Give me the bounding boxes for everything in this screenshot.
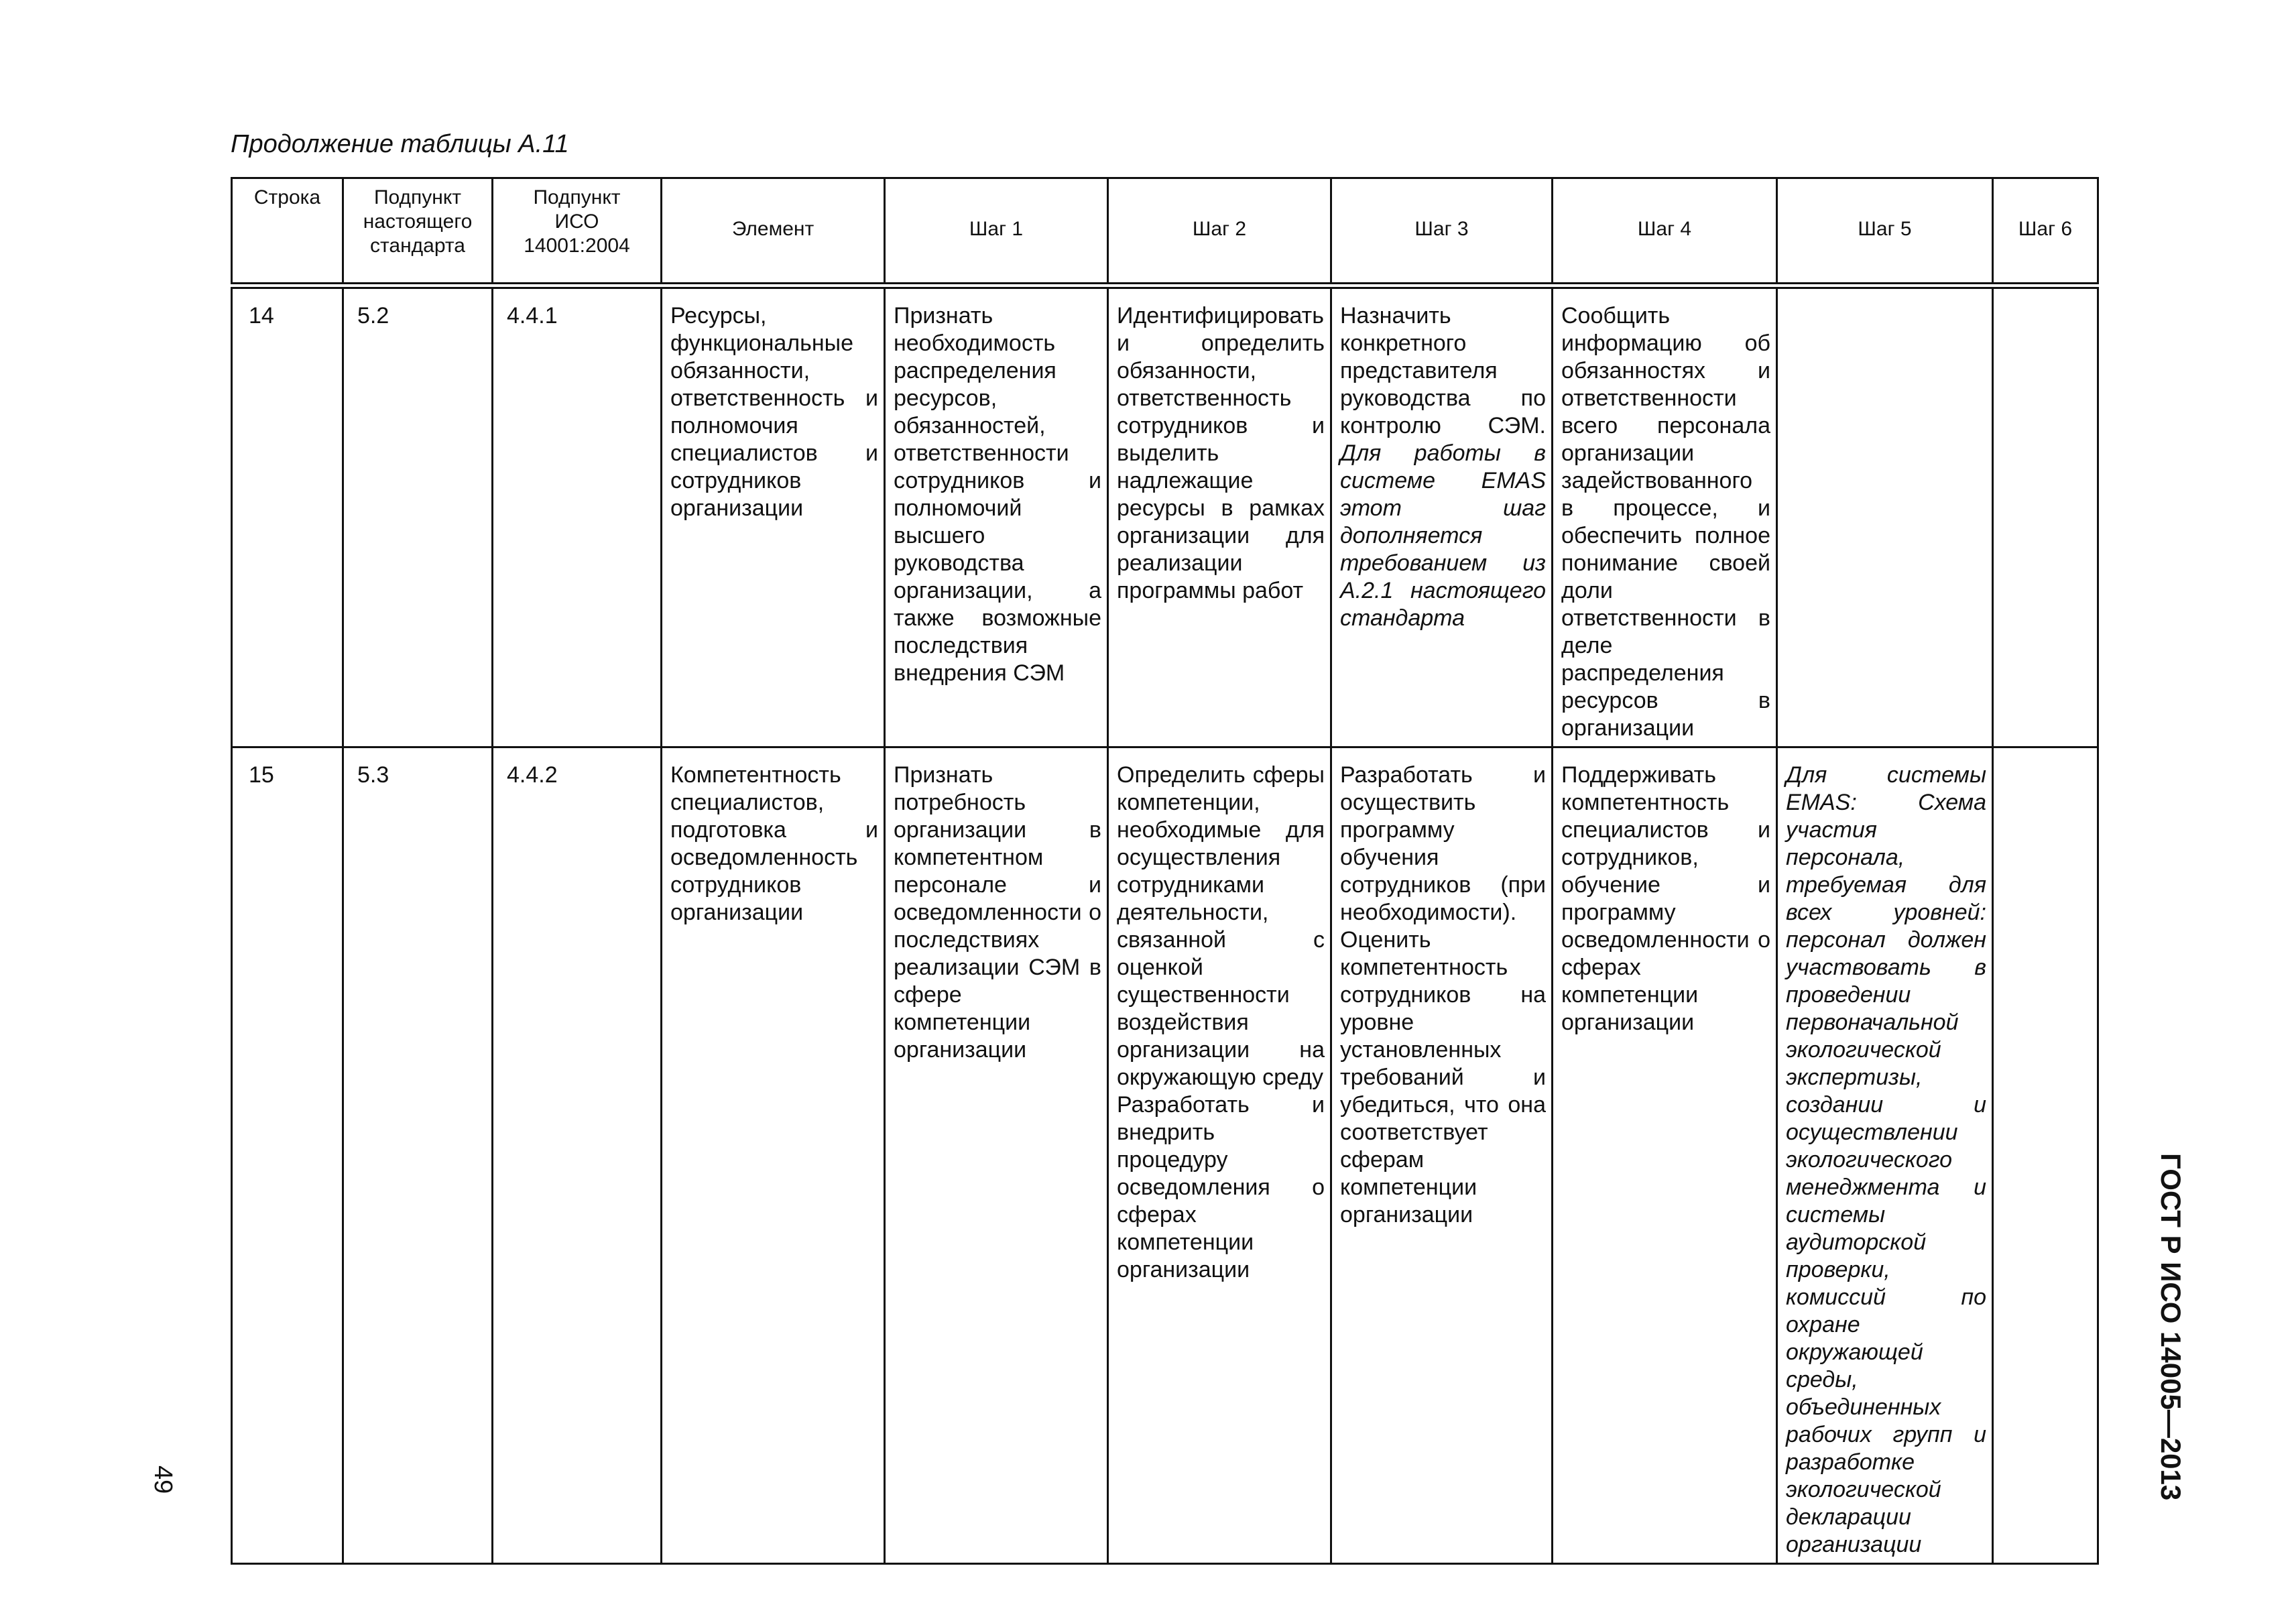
cell-iso-clause: 4.4.1 — [493, 286, 662, 747]
table-row — [232, 286, 2098, 747]
header-step3: Шаг 3 — [1331, 178, 1553, 286]
step2-text: Определить сферы компетенции, необходимые для осуществления сотрудниками деятельности, связанной с оценкой существенности воздействия организации на окружающую среду — [1117, 762, 1325, 1090]
table-caption: Продолжение таблицы А.11 — [231, 130, 569, 158]
header-step5: Шаг 5 — [1777, 178, 1993, 286]
header-iso-line2: ИСО — [554, 211, 599, 233]
header-clause-line2: настоящего — [363, 211, 473, 233]
cell-step4: Поддерживать компетентность специалистов и сотрудников, обучение и программу осведомленности о сферах компетенции организации — [1553, 747, 1777, 1564]
table-row — [232, 747, 2098, 1564]
cell-step6 — [1993, 286, 2098, 747]
header-step1: Шаг 1 — [885, 178, 1108, 286]
header-row — [232, 178, 2098, 286]
standard-title: ГОСТ Р ИСО 14005—2013 — [2155, 1153, 2187, 1501]
page-number: 49 — [149, 1465, 177, 1494]
header-iso-line1: Подпункт — [533, 186, 621, 208]
cell-step3: Разработать и осуществить программу обучения сотрудников (при необходимости). Оценить компетентность сотрудников на уровне установленных требований и убедиться, что она соответствует сферам компетенции организации — [1331, 747, 1553, 1564]
step2-procedure: Разработать и внедрить процедуру осведомления о сферах компетенции организации — [1117, 1092, 1325, 1282]
cell-iso-clause: 4.4.2 — [493, 747, 662, 1564]
header-step2: Шаг 2 — [1108, 178, 1331, 286]
cell-step3 — [1331, 286, 1553, 747]
cell-element: Ресурсы, функциональные обязанности, ответственность и полномочия специалистов и сотрудников организации — [662, 286, 885, 747]
step3-emas-note: Для работы в системе EMAS этот шаг дополняется требованием из А.2.1 настоящего стандарта — [1340, 440, 1546, 631]
cell-step5 — [1777, 286, 1993, 747]
cell-step6 — [1993, 747, 2098, 1564]
cell-step4: Сообщить информацию об обязанностях и ответственности всего персонала организации задействованного в процессе, и обеспечить полное понимание своей доли ответственности в деле распределения ресурсов в организации — [1553, 286, 1777, 747]
cell-row-number: 15 — [232, 747, 343, 1564]
header-clause-line1: Подпункт — [373, 186, 462, 208]
header-step6: Шаг 6 — [1993, 178, 2098, 286]
cell-row-number: 14 — [232, 286, 343, 747]
cell-step1: Признать необходимость распределения ресурсов, обязанностей, ответственности сотрудников и полномочий высшего руководства организации, а также возможные последствия внедрения СЭМ — [885, 286, 1108, 747]
header-iso-line3: 14001:2004 — [524, 235, 630, 257]
cell-step1: Признать потребность организации в компетентном персонале и осведомленности о последствиях реализации СЭМ в сфере компетенции организации — [885, 747, 1108, 1564]
cell-element: Компетентность специалистов, подготовка и осведомленность сотрудников организации — [662, 747, 885, 1564]
cell-clause: 5.2 — [343, 286, 493, 747]
header-clause-line3: стандарта — [370, 235, 465, 257]
header-row-number: Строка — [232, 178, 343, 286]
header-iso-clause — [493, 178, 662, 286]
header-step4: Шаг 4 — [1553, 178, 1777, 286]
header-element: Элемент — [662, 178, 885, 286]
step3-text: Назначить конкретного представителя руководства по контролю СЭМ. — [1340, 303, 1546, 438]
requirements-table — [231, 177, 2099, 1565]
cell-step5: Для системы EMAS: Схема участия персонала, требуемая для всех уровней: персонал должен участвовать в проведении первоначальной экологической экспертизы, создании и осуществлении экологического менеджмента и системы аудиторской проверки, комиссий по охране окружающей среды, объединенных рабочих групп и разработке экологической декларации организации — [1777, 747, 1993, 1564]
header-clause — [343, 178, 493, 286]
cell-clause: 5.3 — [343, 747, 493, 1564]
cell-step2 — [1108, 747, 1331, 1564]
cell-step2: Идентифицировать и определить обязанности, ответственность сотрудников и выделить надлежащие ресурсы в рамках организации для реализации программы работ — [1108, 286, 1331, 747]
